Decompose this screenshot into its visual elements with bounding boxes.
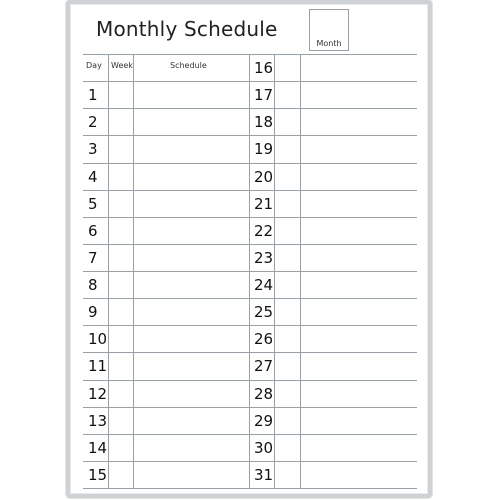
day-number: 24 — [254, 276, 274, 294]
day-number: 28 — [254, 385, 274, 403]
day-number: 22 — [254, 222, 274, 240]
day-number: 11 — [88, 357, 108, 375]
day-number: 9 — [88, 303, 98, 321]
day-number: 10 — [88, 330, 108, 348]
day-number: 21 — [254, 195, 274, 213]
day-number: 6 — [88, 222, 98, 240]
day-number: 7 — [88, 249, 98, 267]
header-schedule: Schedule — [170, 61, 207, 70]
day-number: 13 — [88, 412, 108, 430]
day-number: 25 — [254, 303, 274, 321]
day-number: 19 — [254, 140, 274, 158]
page-title: Monthly Schedule — [96, 17, 278, 41]
day-number: 26 — [254, 330, 274, 348]
day-number: 5 — [88, 195, 98, 213]
day-number: 8 — [88, 276, 98, 294]
day-number: 17 — [254, 86, 274, 104]
day-number: 1 — [88, 86, 98, 104]
day-number: 18 — [254, 113, 274, 131]
header-day: Day — [86, 61, 102, 70]
day-number: 20 — [254, 168, 274, 186]
day-number: 30 — [254, 439, 274, 457]
day-number: 31 — [254, 466, 274, 484]
day-number: 3 — [88, 140, 98, 158]
month-label: Month — [316, 39, 342, 48]
day-number: 15 — [88, 466, 108, 484]
day-number: 27 — [254, 357, 274, 375]
day-number: 14 — [88, 439, 108, 457]
day-number: 16 — [254, 59, 274, 77]
day-number: 23 — [254, 249, 274, 267]
header-week: Week — [111, 61, 133, 70]
day-number: 12 — [88, 385, 108, 403]
day-number: 2 — [88, 113, 98, 131]
day-number: 4 — [88, 168, 98, 186]
day-number: 29 — [254, 412, 274, 430]
